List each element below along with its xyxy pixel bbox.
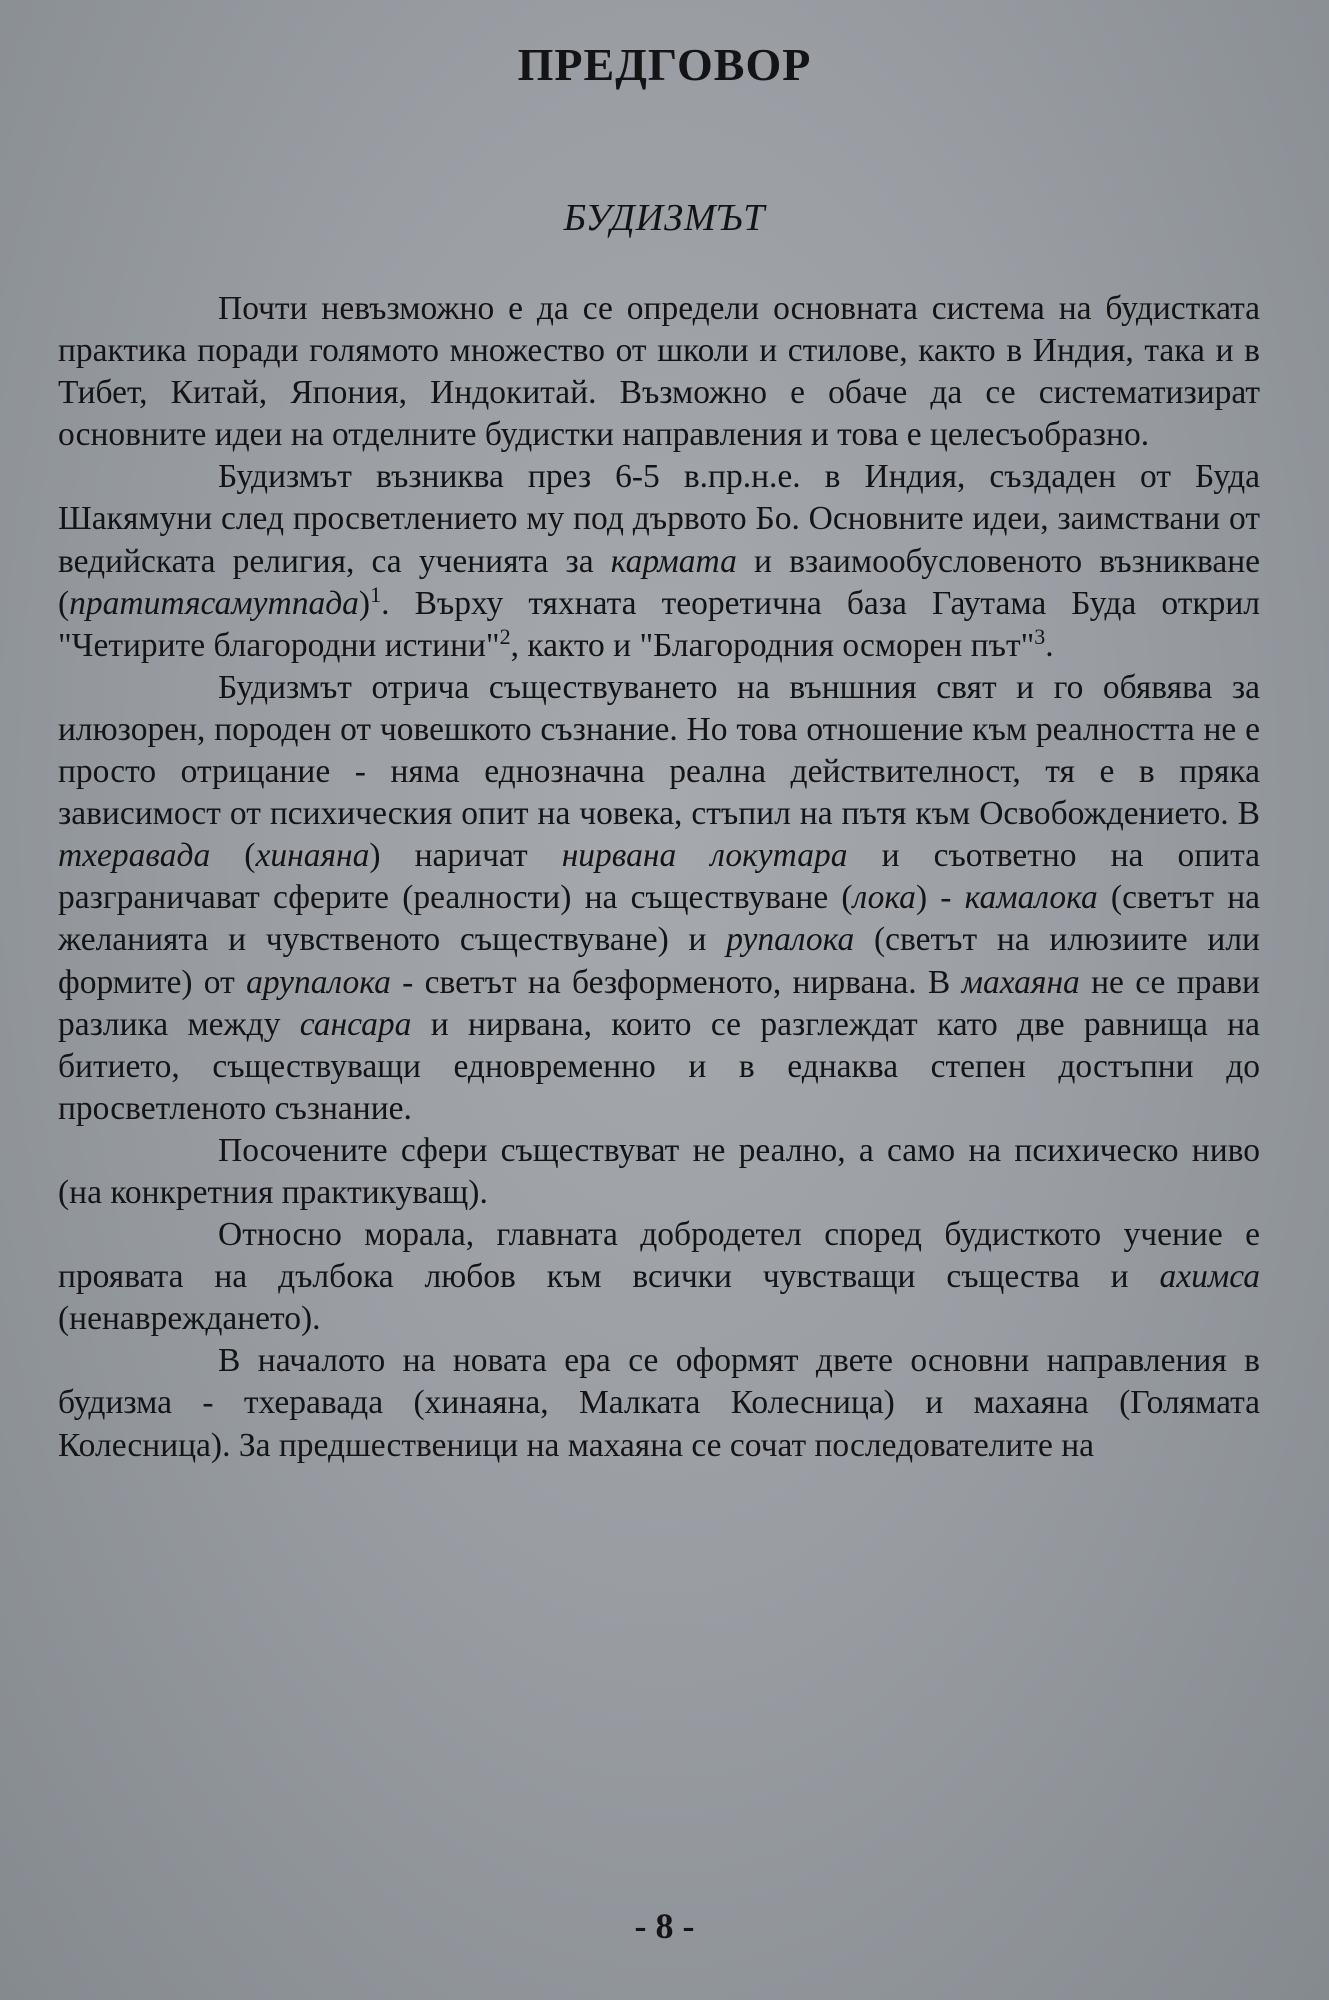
paragraph-4 [58, 1130, 1260, 1214]
paragraph-1 [58, 288, 1260, 456]
italic-term: хинаяна [255, 837, 370, 875]
text-run: - светът на безформеното, нирвана. В [390, 963, 962, 1001]
text-run: ) - [915, 879, 965, 917]
paragraph-3 [58, 667, 1260, 1130]
text-run: , както и "Благородния осморен път" [510, 626, 1035, 664]
text-run: Относно морала, главната добродетел според будисткото учение е проявата на дълбока любов към всички чувстващи същества и [58, 1216, 1260, 1296]
text-run: Посочените сфери съществуват не реално, а само на психическо ниво (на конкретния практикуващ). [58, 1131, 1260, 1211]
text-run: и съответно на опита разграничават сферите (реалности) на съществуване ( [58, 837, 1261, 917]
text-run: и взаимообусловеното възникване ( [58, 542, 1260, 622]
page-number: - 8 - [634, 1906, 695, 1946]
footnote-ref: 1 [370, 581, 382, 607]
text-run: ) наричат [369, 837, 562, 875]
text-run: Будизмът възниква през 6-5 в.пр.н.е. в Индия, създаден от Буда Шакямуни след просветлението му под дървото Бо. Основните идеи, заимствани от ведийската религия, са ученията за [58, 458, 1260, 580]
text-run: и нирвана, които се разглеждат като две равнища на битието, съществуващи едновременно и в еднаква степен достъпни до просветленото съзнание. [58, 1005, 1260, 1127]
text-run: Почти невъзможно е да се определи основната система на будистката практика поради голямото множество от школи и стилове, както в Индия, така и в Тибет, Китай, Япония, Индокитай. Възможно е обаче да се систематизират основните идеи на отделните будистки направления и това е целесъобразно. [58, 290, 1260, 454]
text-run: ) [358, 584, 371, 622]
italic-term: лока [852, 879, 916, 917]
text-run: . [1045, 626, 1054, 664]
italic-term: нирвана локутара [561, 837, 848, 875]
paragraph-5 [58, 1214, 1260, 1340]
text-run: (светът на желанията и чувственото съществуване) и [58, 879, 1261, 959]
text-run: ( [210, 837, 256, 875]
text-run: . Върху тяхната теоретична база Гаутама Буда открил "Четирите благородни истини" [58, 584, 1260, 664]
italic-term: ахимса [1159, 1258, 1260, 1296]
section-title: БУДИЗМЪТ [563, 197, 766, 239]
paragraph-6 [58, 1340, 1260, 1466]
body-text [58, 288, 1260, 1467]
text-run: В началото на новата ера се оформят двете основни направления в будизма - тхеравада (хинаяна, Малката Колесница) и махаяна (Голямата Колесница). За предшественици на махаяна се сочат последователите на [58, 1342, 1260, 1464]
italic-term: кармата [610, 542, 737, 580]
footnote-ref: 3 [1034, 623, 1046, 649]
italic-term: камалока [964, 879, 1098, 917]
text-run: Будизмът отрича съществуването на външния свят и го обявява за илюзорен, породен от човешкото съзнание. Но това отношение към реалността не е просто отрицание - няма еднозначна реална действителност, тя е в пряка зависимост от психическия опит на човека, стъпил на пътя към Освобождението. В [58, 668, 1260, 833]
italic-term: арупалока [246, 963, 391, 1001]
text-run: (ненавреждането). [58, 1300, 321, 1338]
footnote-ref: 2 [499, 623, 511, 649]
italic-term: пратитясамутпада [69, 584, 359, 622]
text-run: (светът на илюзиите или формите) от [58, 921, 1260, 1001]
italic-term: сансара [299, 1005, 412, 1043]
paragraph-2 [58, 456, 1260, 666]
italic-term: рупалока [726, 921, 855, 959]
italic-term: тхеравада [58, 837, 211, 875]
page-title: ПРЕДГОВОР [517, 39, 812, 90]
text-run: не се прави разлика между [58, 963, 1260, 1043]
italic-term: махаяна [961, 963, 1080, 1001]
